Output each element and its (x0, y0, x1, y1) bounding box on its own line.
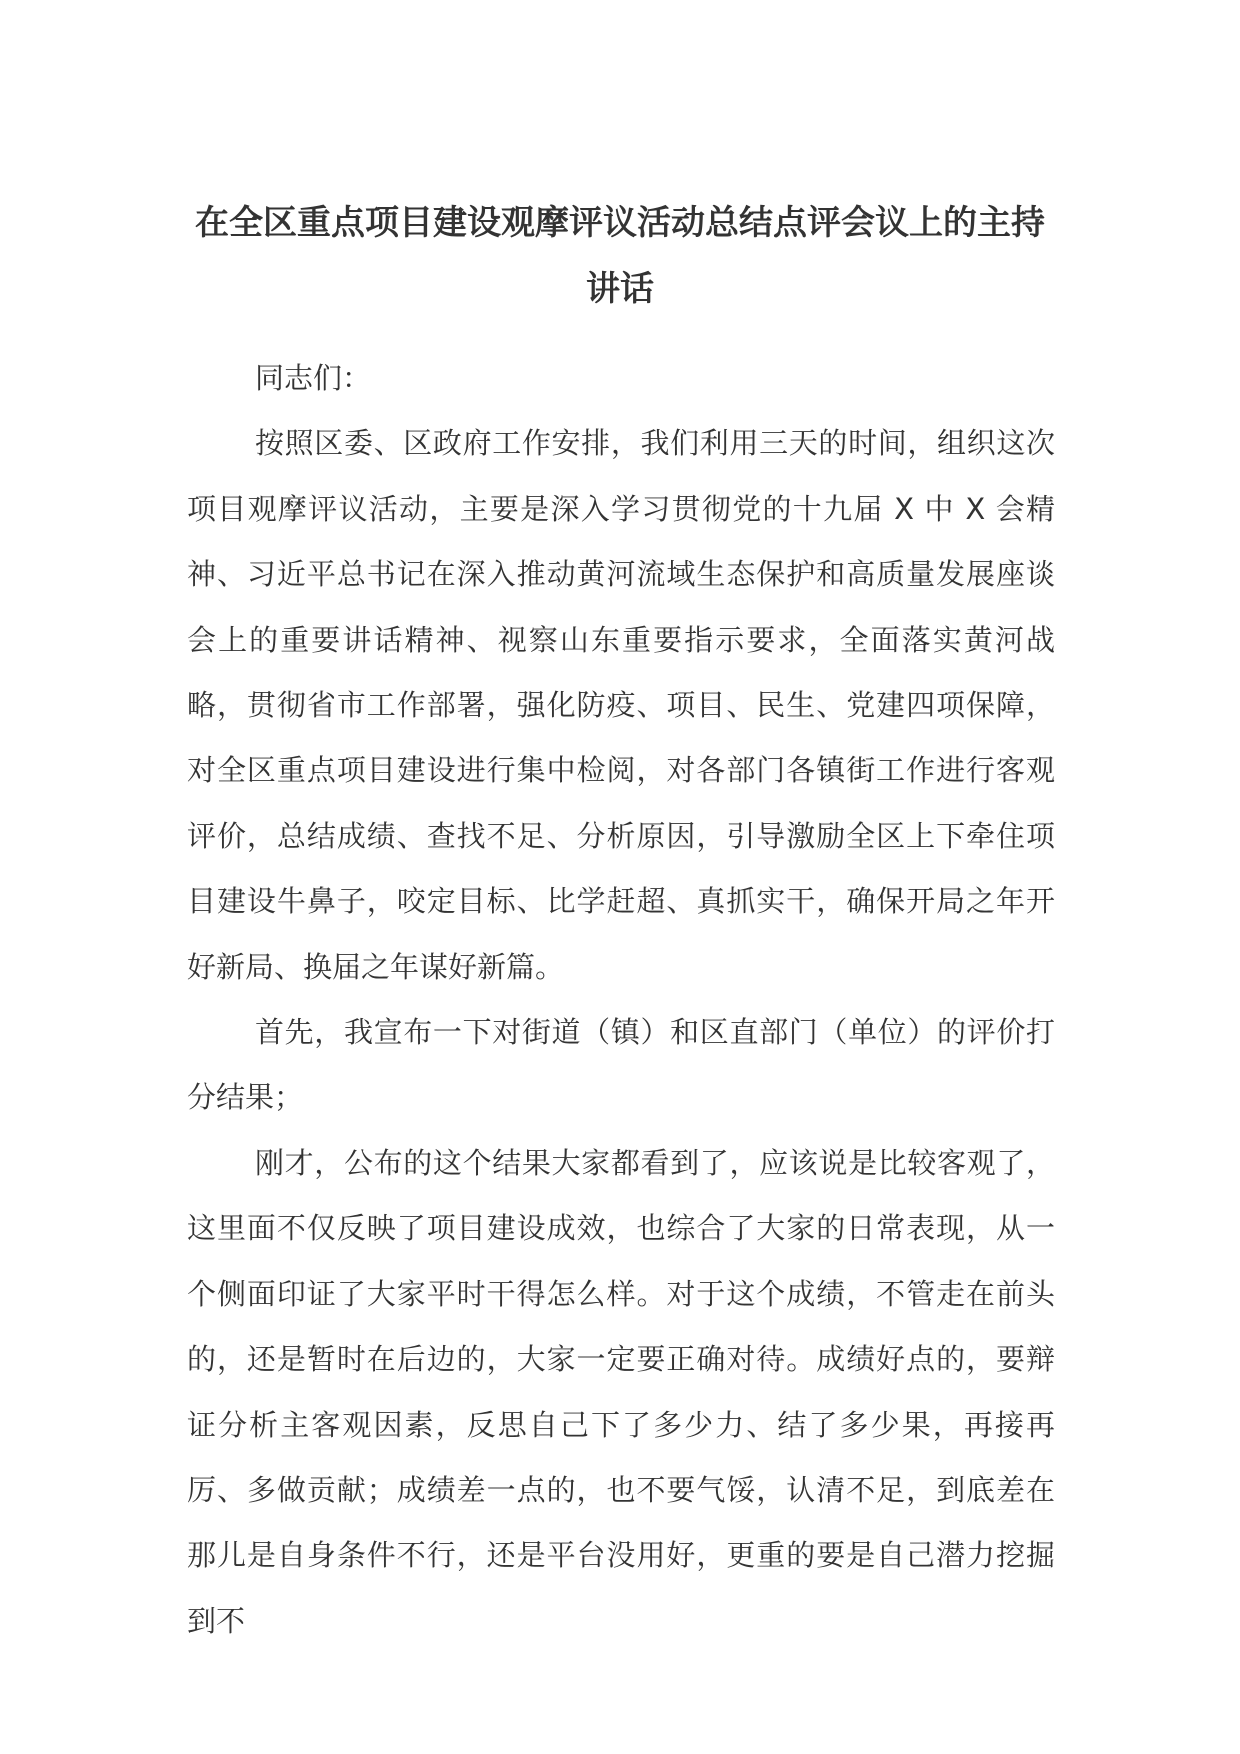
paragraph-salutation: 同志们： (255, 361, 372, 395)
document-title: 在全区重点项目建设观摩评议活动总结点评会议上的主持讲话 (195, 203, 1045, 309)
document-body (187, 346, 1055, 1654)
paragraph-intro: 按照区委、区政府工作安排，我们利用三天的时间，组织这次项目观摩评议活动，主要是深入学习贯彻党的十九届 X 中 X 会精神、习近平总书记在深入推动黄河流域生态保护和高质量发展座谈会上的重要讲话精神、视察山东重要指示要求，全面落实黄河战略，贯彻省市工作部署，强化防疫、项目、民生、党建四项保障，对全区重点项目建设进行集中检阅，对各部门各镇街工作进行客观评价，总结成绩、查找不足、分析原因，引导激励全区上下牵住项目建设牛鼻子，咬定目标、比学赶超、真抓实干，确保开局之年开好新局、换届之年谋好新篇。 (187, 426, 1055, 984)
paragraph-announcement: 首先，我宣布一下对街道（镇）和区直部门（单位）的评价打分结果； (187, 1015, 1055, 1115)
paragraph-results-commentary: 刚才，公布的这个结果大家都看到了，应该说是比较客观了，这里面不仅反映了项目建设成效，也综合了大家的日常表现，从一个侧面印证了大家平时干得怎么样。对于这个成绩，不管走在前头的，还是暂时在后边的，大家一定要正确对待。成绩好点的，要辩证分析主客观因素，反思自己下了多少力、结了多少果，再接再厉、多做贡献；成绩差一点的，也不要气馁，认清不足，到底差在那儿是自身条件不行，还是平台没用好，更重的要是自己潜力挖掘到不 (187, 1145, 1055, 1638)
